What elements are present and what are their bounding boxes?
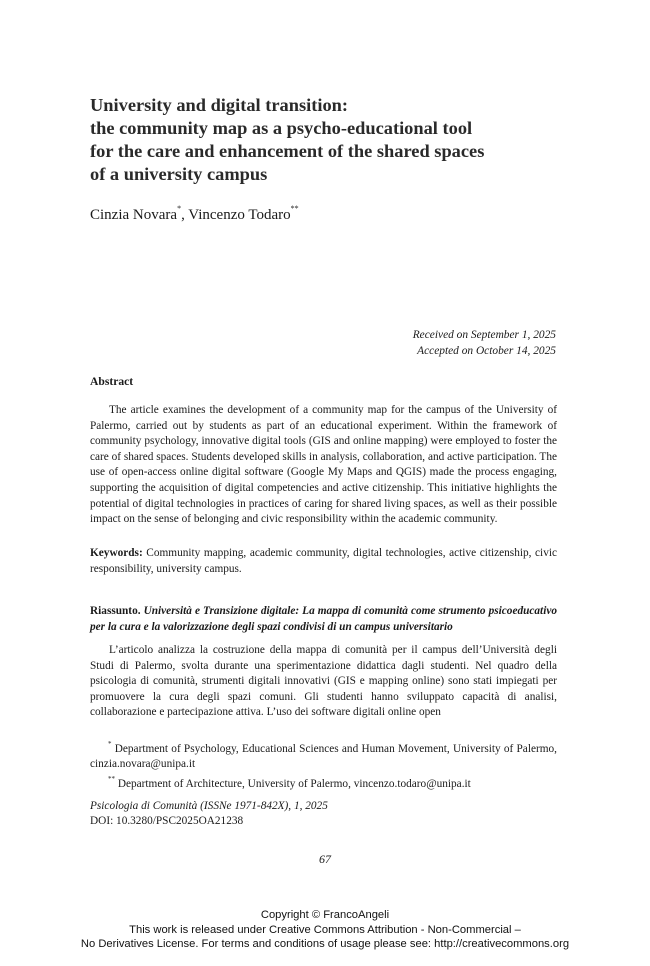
journal-citation: Psicologia di Comunità (ISSNe 1971-842X), 1, 2025	[90, 800, 328, 812]
license-line: This work is released under Creative Commons Attribution - Non-Commercial –	[129, 923, 521, 936]
riassunto-title: Università e Transizione digitale: La mappa di comunità come strumento psicoeducativo per la cura e la valorizzazione degli spazi condivisi di un campus universitario	[90, 605, 557, 633]
riassunto-heading	[90, 604, 557, 635]
riassunto-label: Riassunto.	[90, 605, 141, 617]
author-name: Cinzia Novara	[90, 207, 178, 223]
footnote-text: Department of Psychology, Educational Sciences and Human Movement, University of Palermo, cinzia.novara@unipa.it	[90, 743, 557, 770]
page-number: 67	[319, 852, 331, 866]
abstract-heading: Abstract	[90, 375, 134, 388]
title-line: University and digital transition:	[90, 95, 348, 115]
riassunto-text: L’articolo analizza la costruzione della mappa di comunità per il campus dell’Università degli Studi di Palermo, svolta durante una sperimentazione didattica dagli studenti. Nel quadro della psicologia di comunità, strumenti digitali innovativi (GIS e mapping online) sono stati impiegati per promuovere la cura degli spazi comuni. Gli studenti hanno sviluppato capacità di analisi, collaborazione e partecipazione attiva. L’uso dei software digitali online open	[90, 644, 557, 719]
article-title	[90, 94, 570, 186]
footnote	[90, 737, 557, 772]
license-notice	[0, 908, 650, 952]
title-line: of a university campus	[90, 164, 268, 184]
keywords	[90, 546, 557, 577]
footnote	[90, 772, 557, 792]
footnote-text: Department of Architecture, University of Palermo, vincenzo.todaro@unipa.it	[115, 778, 471, 790]
title-line: the community map as a psycho-educational tool	[90, 118, 473, 138]
accepted-date: Accepted on October 14, 2025	[417, 345, 556, 357]
submission-dates	[256, 327, 556, 359]
keywords-text: Community mapping, academic community, digital technologies, active citizenship, civic responsibility, university campus.	[90, 547, 557, 575]
copyright-line: Copyright © FrancoAngeli	[260, 909, 390, 921]
author-list	[90, 204, 299, 224]
footnote-marker: *	[177, 204, 182, 213]
license-line: No Derivatives License. For terms and conditions of usage please see: http://creativecommons.org	[80, 938, 570, 950]
keywords-label: Keywords:	[90, 547, 143, 559]
footnote-marker: **	[290, 204, 299, 213]
abstract-text: The article examines the development of a community map for the campus of the University of Palermo, carried out by students as part of an educational experiment. Within the framework of community psychology, innovative digital tools (GIS and online mapping) were employed to foster the care of shared spaces. Students developed skills in analysis, collaboration, and active participation. The use of open-access online digital software (Google My Maps and QGIS) made the process engaging, supporting the acquisition of digital competencies and active citizenship. This initiative highlights the potential of digital technologies in practices of caring for shared living spaces, as well as their possible impact on the sense of belonging and civic responsibility within the academic community.	[90, 404, 557, 526]
received-date: Received on September 1, 2025	[412, 329, 556, 341]
journal-info	[90, 799, 328, 829]
footnote-marker: *	[108, 740, 112, 748]
author-separator: ,	[181, 207, 189, 223]
doi: DOI: 10.3280/PSC2025OA21238	[90, 815, 244, 827]
footnote-marker: **	[108, 775, 115, 783]
title-line: for the care and enhancement of the shared spaces	[90, 141, 485, 161]
footnotes	[90, 737, 557, 792]
author-name: Vincenzo Todaro	[188, 207, 291, 223]
